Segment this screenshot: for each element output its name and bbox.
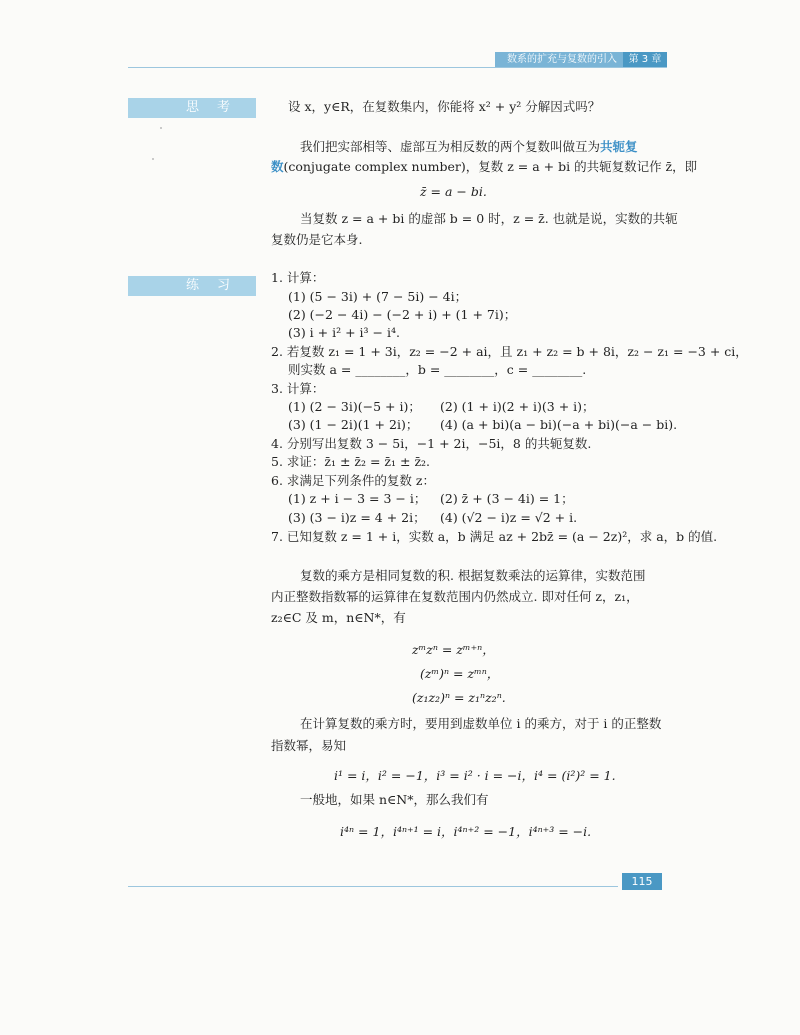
- powers-line-3: z₂∈C 及 m，n∈N*，有: [271, 610, 406, 625]
- exercise-3a: (1) (2 − 3i)(−5 + i)；: [288, 399, 421, 414]
- exercise-1b: (2) (−2 − 4i) − (−2 + i) + (1 + 7i)；: [288, 307, 517, 322]
- exercise-3d: (4) (a + bi)(a − bi)(−a + bi)(−a − bi).: [440, 417, 678, 432]
- exercise-3: 3. 计算：: [271, 381, 325, 396]
- decorative-dot: [160, 127, 162, 129]
- intro-line-3: 当复数 z = a + bi 的虚部 b = 0 时，z = z̄. 也就是说，实数的共轭: [300, 211, 678, 226]
- page-number: 115: [622, 873, 662, 890]
- footer-rule: [128, 886, 618, 887]
- exercise-3b: (2) (1 + i)(2 + i)(3 + i)；: [440, 399, 595, 414]
- header-rule: [128, 67, 667, 68]
- exercise-1c: (3) i + i² + i³ − i⁴.: [288, 325, 400, 340]
- formula-3: (z₁z₂)ⁿ = z₁ⁿz₂ⁿ.: [412, 690, 506, 705]
- exercise-4: 4. 分别写出复数 3 − 5i，−1 + 2i，−5i，8 的共轭复数.: [271, 436, 592, 451]
- formula-1: zᵐzⁿ = zᵐ⁺ⁿ，: [412, 642, 495, 657]
- exercise-6c: (3) (3 − i)z = 4 + 2i；: [288, 510, 426, 525]
- decorative-dot: [152, 158, 154, 160]
- exercise-6: 6. 求满足下列条件的复数 z：: [271, 473, 435, 488]
- intro-line-4: 复数仍是它本身.: [271, 232, 363, 247]
- practice-label: 练习: [128, 276, 256, 296]
- running-header: [495, 52, 667, 67]
- powers-line-4: 在计算复数的乘方时，要用到虚数单位 i 的乘方，对于 i 的正整数: [300, 716, 662, 731]
- term-conjugate: 共轭复: [600, 139, 638, 154]
- section-title: 数系的扩充与复数的引入: [507, 54, 617, 65]
- exercise-6a: (1) z + i − 3 = 3 − i；: [288, 491, 427, 506]
- powers-line-1: 复数的乘方是相同复数的积. 根据复数乘法的运算律，实数范围: [300, 568, 646, 583]
- think-question: 设 x，y∈R，在复数集内，你能将 x² + y² 分解因式吗？: [288, 99, 601, 114]
- powers-line-2: 内正整数指数幂的运算律在复数范围内仍然成立. 即对任何 z，z₁，: [271, 589, 639, 604]
- chapter-badge: 第 3 章: [623, 52, 667, 67]
- exercise-7: 7. 已知复数 z = 1 + i，实数 a，b 满足 az + 2bz̄ = (a − 2z)²，求 a，b 的值.: [271, 529, 718, 544]
- intro-line-1: 我们把实部相等、虚部互为相反数的两个复数叫做互为共轭复: [300, 139, 638, 154]
- think-label: 思考: [128, 98, 256, 118]
- powers-line-5: 指数幂，易知: [271, 738, 347, 753]
- exercise-3c: (3) (1 − 2i)(1 + 2i)；: [288, 417, 419, 432]
- conjugate-formula: z̄ = a − bi.: [420, 184, 487, 199]
- exercise-6d: (4) (√2 − i)z = √2 + i.: [440, 510, 578, 525]
- exercise-2a: 2. 若复数 z₁ = 1 + 3i，z₂ = −2 + ai，且 z₁ + z₂ = b + 8i，z₂ − z₁ = −3 + ci，: [271, 344, 748, 359]
- formula-2: (zᵐ)ⁿ = zᵐⁿ，: [420, 666, 500, 681]
- formula-5: i⁴ⁿ = 1，i⁴ⁿ⁺¹ = i，i⁴ⁿ⁺² = −1，i⁴ⁿ⁺³ = −i.: [340, 824, 592, 839]
- powers-line-6: 一般地，如果 n∈N*，那么我们有: [300, 792, 489, 807]
- formula-4: i¹ = i，i² = −1，i³ = i² · i = −i，i⁴ = (i²)² = 1.: [334, 768, 616, 783]
- exercise-1: 1. 计算：: [271, 270, 325, 285]
- exercise-5: 5. 求证：z̄₁ ± z̄₂ = z̄₁ ± z̄₂.: [271, 454, 431, 469]
- intro-line-2: 数(conjugate complex number)，复数 z = a + bi 的共轭复数记作 z̄，即: [271, 159, 698, 174]
- exercise-2b: 则实数 a = ________，b = ________，c = ________.: [288, 362, 587, 377]
- exercise-6b: (2) z̄ + (3 − 4i) = 1；: [440, 491, 574, 506]
- term-conjugate-end: 数: [271, 159, 284, 174]
- exercise-1a: (1) (5 − 3i) + (7 − 5i) − 4i；: [288, 289, 468, 304]
